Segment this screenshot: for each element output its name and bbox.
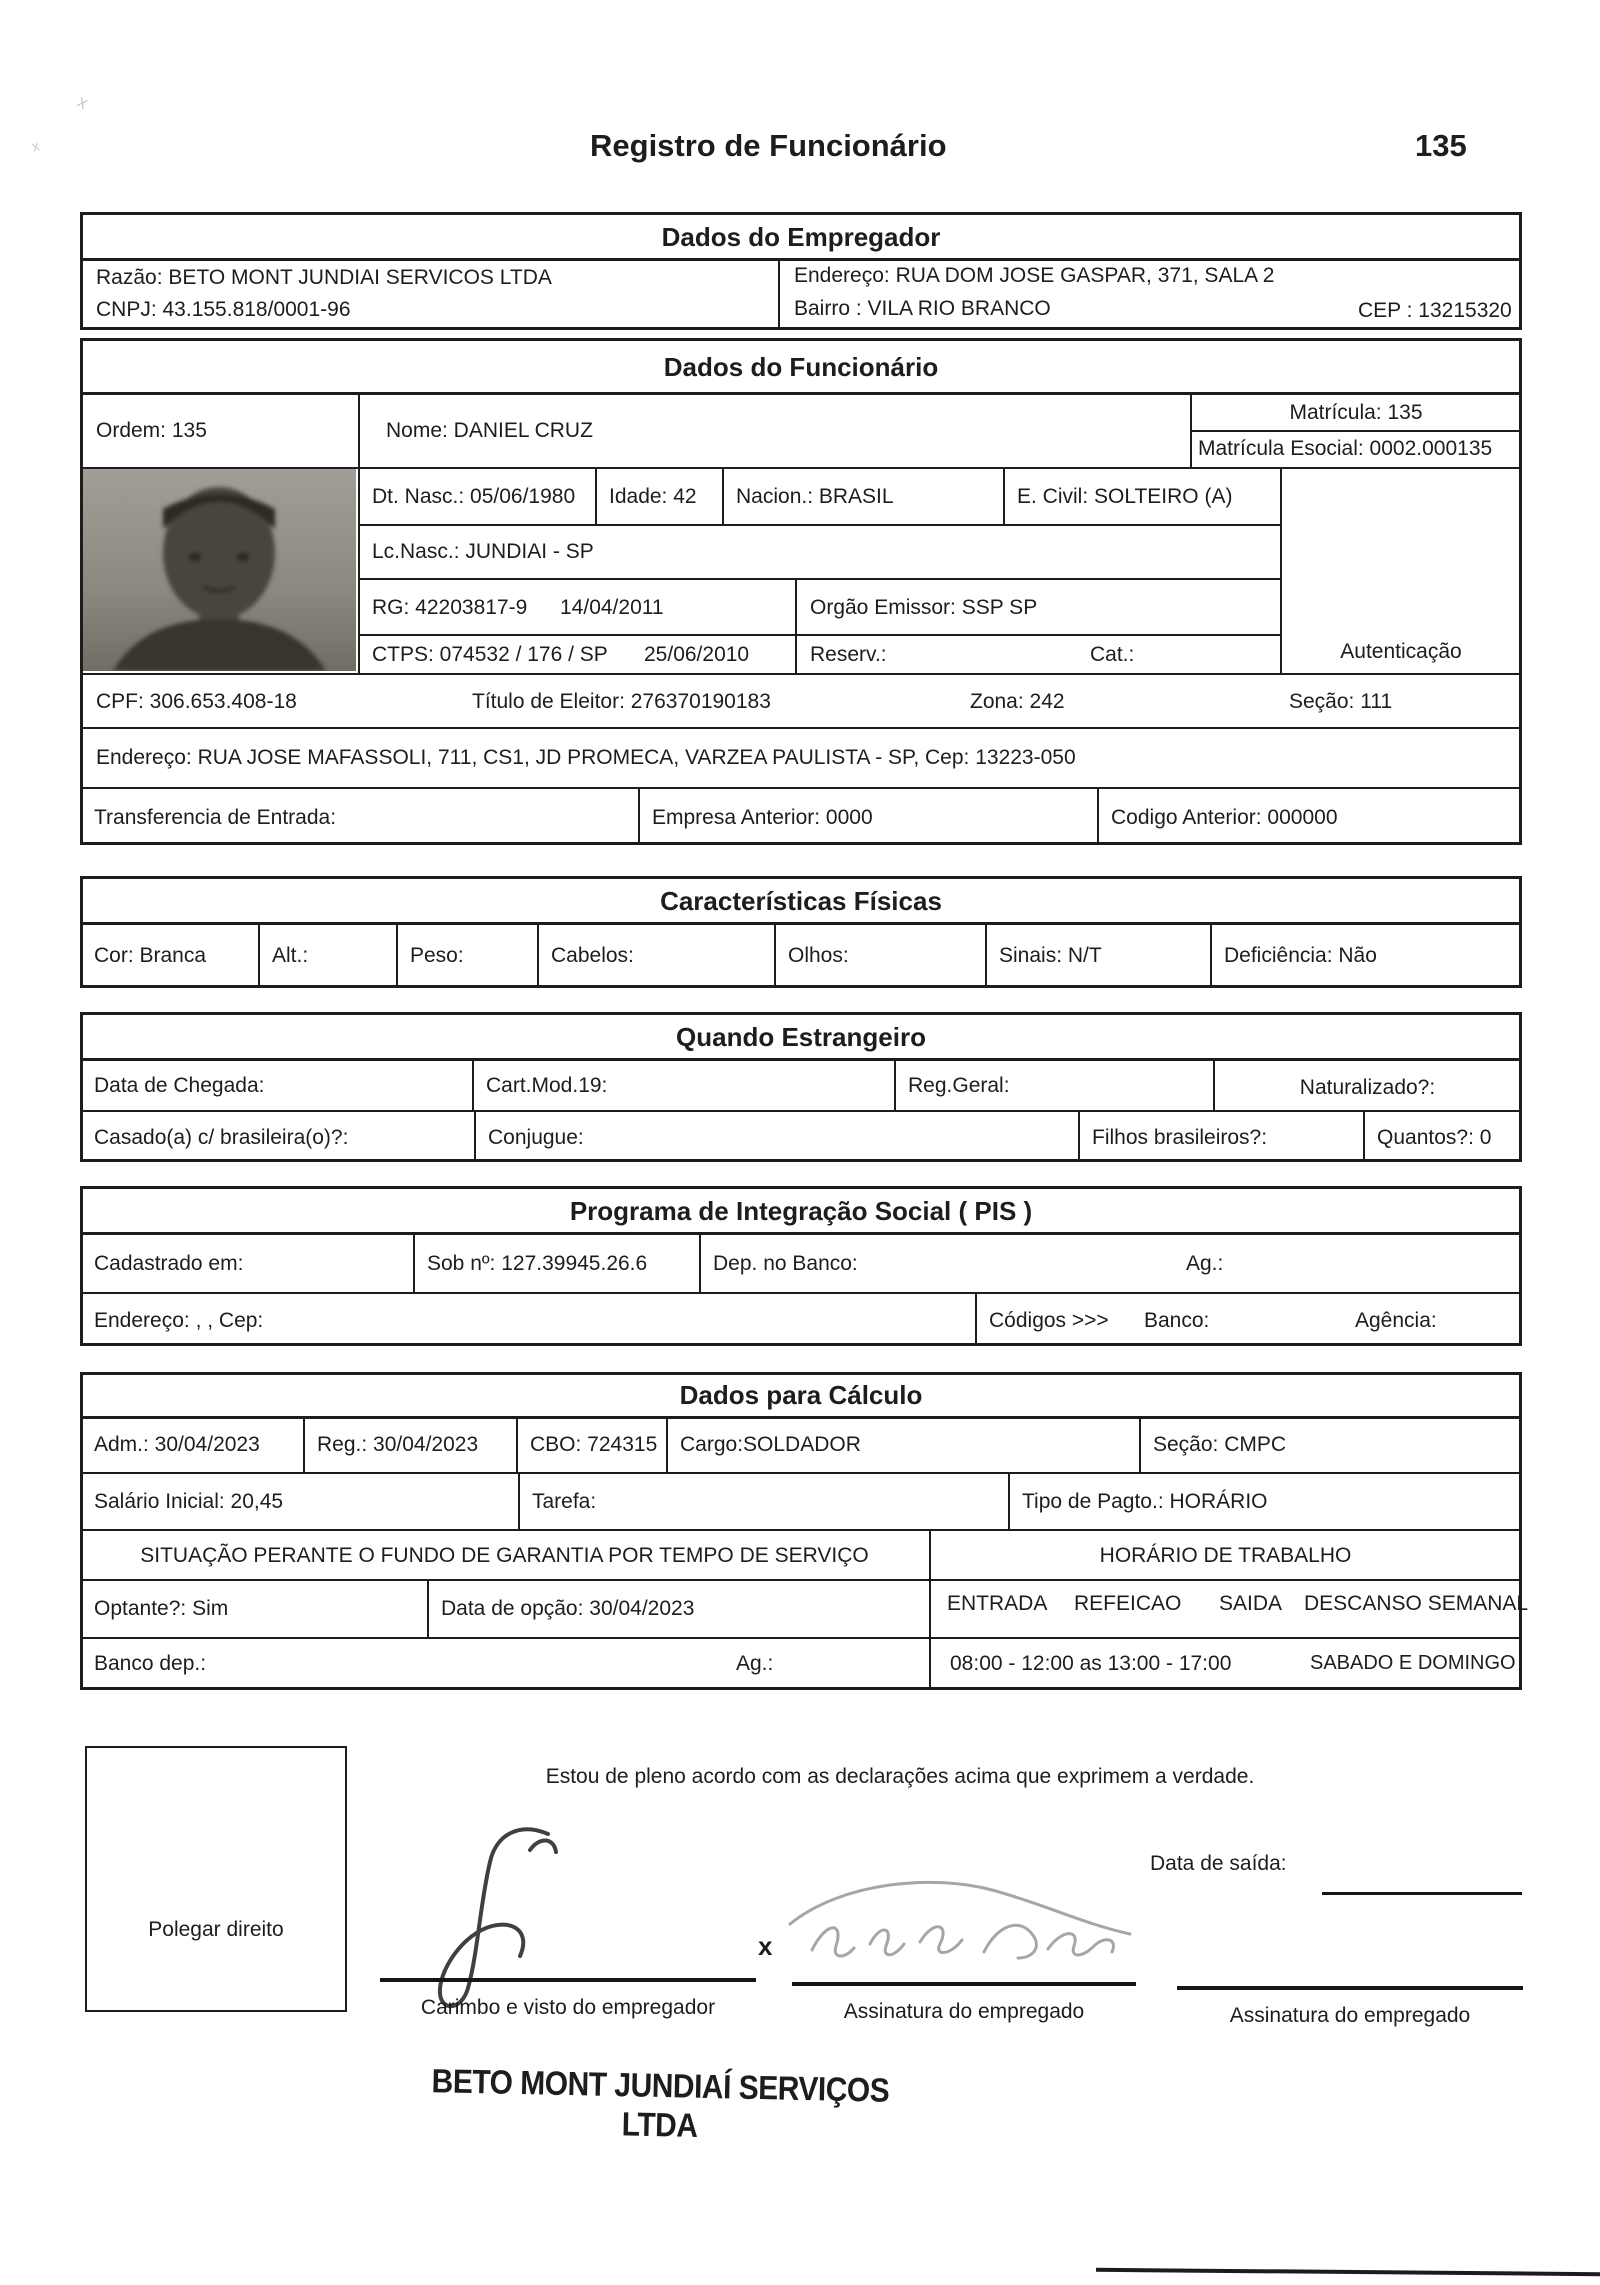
- field-pis-endereco: Endereço: , , Cep:: [94, 1309, 264, 1332]
- divider: [472, 1058, 474, 1110]
- signature-line-employee-2: [1177, 1986, 1523, 1990]
- section-calculo-title: Dados para Cálculo: [679, 1380, 923, 1410]
- field-sob-no: Sob nº: 127.39945.26.6: [427, 1252, 648, 1275]
- divider: [518, 1472, 520, 1529]
- field-bairro: Bairro : VILA RIO BRANCO: [794, 297, 1051, 320]
- divider: [80, 1416, 1522, 1419]
- field-rg: RG: 42203817-9: [372, 596, 528, 619]
- field-cargo: Cargo:SOLDADOR: [680, 1433, 861, 1456]
- field-banco: Banco:: [1144, 1309, 1210, 1332]
- declaration-text: Estou de pleno acordo com as declarações acima que exprimem a verdade.: [545, 1765, 1255, 1788]
- field-casado: Casado(a) c/ brasileira(o)?:: [94, 1126, 349, 1149]
- divider: [303, 1416, 305, 1472]
- field-descanso-valor: SABADO E DOMINGO: [1310, 1652, 1516, 1674]
- field-banco-dep: Banco dep.:: [94, 1652, 207, 1675]
- field-horario-valor: 08:00 - 12:00 as 13:00 - 17:00: [950, 1652, 1232, 1675]
- divider: [1190, 430, 1522, 432]
- field-tarefa: Tarefa:: [532, 1490, 597, 1513]
- field-empresa-anterior: Empresa Anterior: 0000: [652, 806, 873, 829]
- field-titulo-eleitor: Título de Eleitor: 276370190183: [472, 690, 771, 713]
- field-ordem: Ordem: 135: [96, 419, 207, 442]
- divider: [80, 258, 1522, 261]
- field-pis-ag: Ag.:: [1186, 1252, 1224, 1275]
- divider: [427, 1579, 429, 1637]
- divider: [358, 578, 1280, 580]
- field-quantos: Quantos?: 0: [1377, 1126, 1492, 1149]
- field-codigo-anterior: Codigo Anterior: 000000: [1111, 806, 1338, 829]
- field-matricula: Matrícula: 135: [1289, 401, 1423, 424]
- fingerprint-box: [85, 1746, 347, 2012]
- field-agencia: Agência:: [1355, 1309, 1437, 1332]
- divider: [1097, 787, 1099, 842]
- divider: [80, 1472, 1522, 1474]
- field-ctps-data: 25/06/2010: [644, 643, 750, 666]
- divider: [795, 578, 797, 634]
- divider: [537, 922, 539, 985]
- divider: [80, 922, 1522, 925]
- field-data-saida: Data de saída:: [1150, 1852, 1287, 1875]
- divider: [358, 524, 1280, 526]
- divider: [722, 467, 724, 524]
- divider: [474, 1110, 476, 1159]
- divider: [258, 922, 260, 985]
- divider: [80, 1529, 1522, 1531]
- divider: [1008, 1472, 1010, 1529]
- field-naturalizado: Naturalizado?:: [1299, 1076, 1436, 1099]
- divider: [80, 1058, 1522, 1061]
- x-mark: x: [758, 1931, 773, 1961]
- employer-signature-ink: [380, 1812, 600, 2012]
- field-sinais: Sinais: N/T: [999, 944, 1102, 967]
- divider: [358, 392, 360, 467]
- signature-line-employer: [380, 1978, 756, 1982]
- col-refeicao: REFEICAO: [1074, 1592, 1182, 1615]
- divider: [795, 634, 797, 673]
- section-calculo: [80, 1372, 1522, 1690]
- employee-photo: [83, 469, 356, 671]
- section-estrangeiro-title: Quando Estrangeiro: [676, 1022, 926, 1052]
- divider: [1363, 1110, 1365, 1159]
- label-horario-trabalho: HORÁRIO DE TRABALHO: [1099, 1544, 1352, 1567]
- field-dep-banco: Dep. no Banco:: [713, 1252, 858, 1275]
- col-entrada: ENTRADA: [947, 1592, 1048, 1615]
- divider: [358, 634, 1280, 636]
- field-filhos: Filhos brasileiros?:: [1092, 1126, 1268, 1149]
- field-autenticacao: Autenticação: [1340, 640, 1462, 663]
- field-conjugue: Conjugue:: [488, 1126, 584, 1149]
- label-assinatura-2: Assinatura do empregado: [1229, 2004, 1471, 2027]
- divider: [595, 467, 597, 524]
- field-matricula-esocial: Matrícula Esocial: 0002.000135: [1198, 437, 1493, 460]
- field-cadastrado: Cadastrado em:: [94, 1252, 244, 1275]
- field-nome: Nome: DANIEL CRUZ: [386, 419, 593, 442]
- field-codigos: Códigos >>>: [989, 1309, 1109, 1332]
- divider: [1078, 1110, 1080, 1159]
- field-cbo: CBO: 724315: [530, 1433, 658, 1456]
- divider: [80, 673, 1522, 675]
- section-funcionario-title: Dados do Funcionário: [663, 352, 939, 382]
- field-dt-nasc: Dt. Nasc.: 05/06/1980: [372, 485, 576, 508]
- field-cart-mod: Cart.Mod.19:: [486, 1074, 608, 1097]
- field-razao: Razão: BETO MONT JUNDIAI SERVICOS LTDA: [96, 266, 552, 289]
- field-rg-data: 14/04/2011: [560, 596, 664, 619]
- divider: [516, 1416, 518, 1472]
- divider: [975, 1292, 977, 1343]
- section-caracteristicas-title: Características Físicas: [660, 886, 942, 916]
- field-adm: Adm.: 30/04/2023: [94, 1433, 260, 1456]
- page-title: Registro de Funcionário: [590, 128, 947, 163]
- field-cpf: CPF: 306.653.408-18: [96, 690, 297, 713]
- scan-edge-artifact: [1096, 2268, 1600, 2276]
- label-fgts: SITUAÇÃO PERANTE O FUNDO DE GARANTIA POR TEMPO DE SERVIÇO: [140, 1544, 869, 1567]
- field-cor: Cor: Branca: [94, 944, 207, 967]
- field-endereco-funcionario: Endereço: RUA JOSE MAFASSOLI, 711, CS1, JD PROMECA, VARZEA PAULISTA - SP, Cep: 13223-050: [96, 746, 1076, 769]
- field-peso: Peso:: [410, 944, 464, 967]
- divider: [894, 1058, 896, 1110]
- field-e-civil: E. Civil: SOLTEIRO (A): [1017, 485, 1233, 508]
- section-pis-title: Programa de Integração Social ( PIS ): [569, 1196, 1033, 1226]
- divider: [1003, 467, 1005, 524]
- divider: [1210, 922, 1212, 985]
- field-tipo-pagto: Tipo de Pagto.: HORÁRIO: [1022, 1490, 1268, 1513]
- section-empregador-title: Dados do Empregador: [661, 222, 941, 252]
- field-cat: Cat.:: [1090, 643, 1135, 666]
- data-saida-line: [1322, 1892, 1522, 1895]
- signature-line-employee-1: [792, 1982, 1136, 1986]
- field-data-chegada: Data de Chegada:: [94, 1074, 265, 1097]
- field-reg: Reg.: 30/04/2023: [317, 1433, 479, 1456]
- col-descanso: DESCANSO SEMANAL: [1304, 1592, 1529, 1615]
- divider: [778, 258, 780, 330]
- field-calculo-ag: Ag.:: [736, 1652, 774, 1675]
- field-idade: Idade: 42: [609, 485, 697, 508]
- page-number: 135: [1415, 128, 1467, 163]
- divider: [80, 1579, 1522, 1581]
- divider: [396, 922, 398, 985]
- field-cep: CEP : 13215320: [1358, 299, 1512, 322]
- divider: [413, 1232, 415, 1292]
- scan-smudge: x: [30, 137, 41, 155]
- field-salario: Salário Inicial: 20,45: [94, 1490, 284, 1513]
- employee-signature-ink: [782, 1872, 1142, 1982]
- scan-smudge: x: [74, 91, 92, 114]
- label-assinatura-1: Assinatura do empregado: [843, 2000, 1085, 2023]
- divider: [80, 727, 1522, 729]
- divider: [80, 1110, 1522, 1112]
- field-cnpj: CNPJ: 43.155.818/0001-96: [96, 298, 351, 321]
- field-zona: Zona: 242: [970, 690, 1065, 713]
- field-nacion: Nacion.: BRASIL: [736, 485, 894, 508]
- field-cabelos: Cabelos:: [551, 944, 634, 967]
- divider: [80, 1637, 1522, 1639]
- field-lc-nasc: Lc.Nasc.: JUNDIAI - SP: [372, 540, 594, 563]
- field-alt: Alt.:: [272, 944, 309, 967]
- label-carimbo: Carimbo e visto do empregador: [420, 1996, 716, 2019]
- fingerprint-label: Polegar direito: [148, 1918, 284, 1941]
- divider: [1139, 1416, 1141, 1472]
- divider: [985, 922, 987, 985]
- field-optante: Optante?: Sim: [94, 1597, 229, 1620]
- field-secao-trabalho: Seção: CMPC: [1153, 1433, 1287, 1456]
- field-reserv: Reserv.:: [810, 643, 887, 666]
- field-data-opcao: Data de opção: 30/04/2023: [441, 1597, 695, 1620]
- divider: [638, 787, 640, 842]
- field-deficiencia: Deficiência: Não: [1224, 944, 1377, 967]
- divider: [80, 1292, 1522, 1294]
- field-transferencia: Transferencia de Entrada:: [94, 806, 337, 829]
- divider: [80, 1232, 1522, 1235]
- field-ctps: CTPS: 074532 / 176 / SP: [372, 643, 608, 666]
- field-secao-eleitoral: Seção: 111: [1289, 690, 1393, 713]
- divider: [699, 1232, 701, 1292]
- field-orgao-emissor: Orgão Emissor: SSP SP: [810, 596, 1038, 619]
- divider: [358, 467, 360, 673]
- col-saida: SAIDA: [1219, 1592, 1283, 1615]
- field-reg-geral: Reg.Geral:: [908, 1074, 1010, 1097]
- field-olhos: Olhos:: [788, 944, 849, 967]
- divider: [666, 1416, 668, 1472]
- divider: [80, 392, 1522, 395]
- field-endereco-empregador: Endereço: RUA DOM JOSE GASPAR, 371, SALA 2: [794, 264, 1275, 287]
- divider: [80, 787, 1522, 789]
- company-stamp: BETO MONT JUNDIAÍ SERVIÇOS LTDA: [431, 2063, 890, 2145]
- divider: [774, 922, 776, 985]
